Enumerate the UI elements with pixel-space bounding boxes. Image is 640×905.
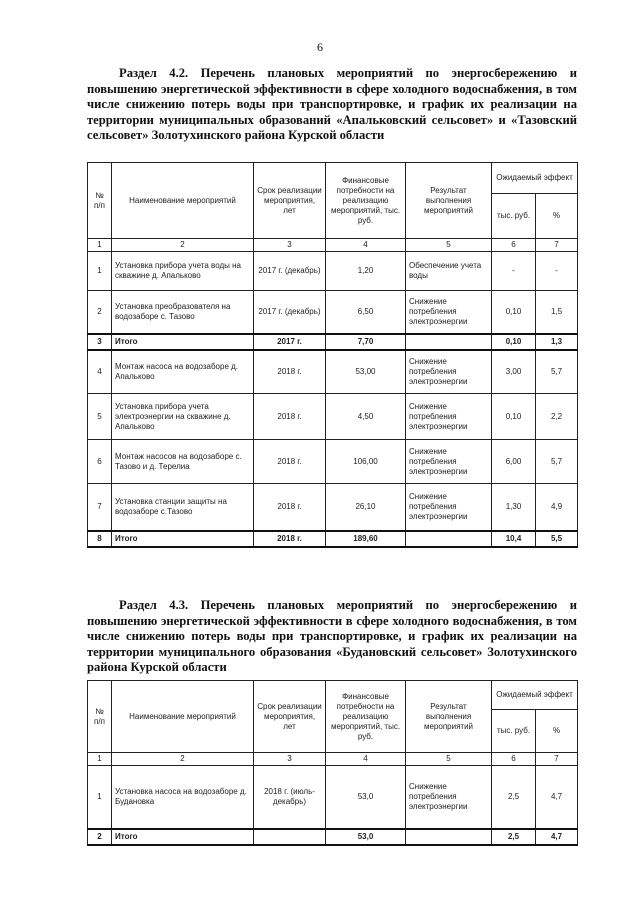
cell-effect-rub: 3,00: [492, 350, 536, 394]
cell-name: Монтаж насосов на водозаборе с. Тазово и д. Терелиа: [112, 440, 254, 484]
cell-term: 2017 г. (декабрь): [254, 291, 326, 335]
cell-result: Обеспечение учета воды: [406, 252, 492, 291]
header-num: № п/п: [88, 681, 112, 753]
section-heading-4-3: Раздел 4.3. Перечень плановых мероприятий по энергосбережению и повышению энергетической эффективности в сфере холодного водоснабжения, в том числе снижению потерь воды при транспортировке, и график их реализации на территории муниципального образования «Будановский сельсовет» Золотухинского района Курской области: [87, 598, 577, 674]
cell-finance: 53,0: [326, 766, 406, 830]
cell-name: Установка преобразователя на водозаборе с. Тазово: [112, 291, 254, 335]
column-number: 4: [326, 239, 406, 252]
cell-num: 6: [88, 440, 112, 484]
column-number-row: [88, 753, 578, 766]
cell-finance: 53,0: [326, 829, 406, 845]
cell-num: 3: [88, 334, 112, 350]
column-number: 7: [536, 753, 578, 766]
cell-term: [254, 829, 326, 845]
cell-name: Установка прибора учета электроэнергии на скважине д. Апальково: [112, 394, 254, 440]
column-number-row: [88, 239, 578, 252]
cell-name: Итого: [112, 829, 254, 845]
cell-name: Итого: [112, 334, 254, 350]
cell-num: 4: [88, 350, 112, 394]
cell-result: Снижение потребления электроэнергии: [406, 394, 492, 440]
column-number: 1: [88, 239, 112, 252]
table-row: [88, 484, 578, 532]
column-number: 6: [492, 753, 536, 766]
cell-num: 2: [88, 829, 112, 845]
header-finance: Финансовые потребности на реализацию мероприятий, тыс. руб.: [326, 681, 406, 753]
cell-name: Монтаж насоса на водозаборе д. Апальково: [112, 350, 254, 394]
total-row: [88, 531, 578, 547]
total-row: [88, 334, 578, 350]
plan-table-4-3: [87, 680, 578, 846]
cell-effect-rub: 0,10: [492, 394, 536, 440]
cell-effect-pct: 5,7: [536, 440, 578, 484]
cell-num: 5: [88, 394, 112, 440]
header-name: Наименование мероприятий: [112, 681, 254, 753]
cell-num: 1: [88, 766, 112, 830]
cell-effect-rub: 0,10: [492, 334, 536, 350]
cell-effect-rub: 10,4: [492, 531, 536, 547]
table-header-row: [88, 681, 578, 710]
cell-finance: 7,70: [326, 334, 406, 350]
table-row: [88, 440, 578, 484]
cell-effect-pct: 4,9: [536, 484, 578, 532]
header-result: Результат выполнения мероприятий: [406, 681, 492, 753]
cell-effect-pct: 5,5: [536, 531, 578, 547]
cell-finance: 1,20: [326, 252, 406, 291]
header-percent: %: [536, 194, 578, 239]
header-finance: Финансовые потребности на реализацию мероприятий, тыс. руб.: [326, 163, 406, 239]
table-row: [88, 252, 578, 291]
cell-finance: 26,10: [326, 484, 406, 532]
cell-finance: 106,00: [326, 440, 406, 484]
column-number: 5: [406, 753, 492, 766]
cell-result: Снижение потребления электроэнергии: [406, 440, 492, 484]
column-number: 7: [536, 239, 578, 252]
column-number: 3: [254, 239, 326, 252]
cell-effect-rub: 1,30: [492, 484, 536, 532]
total-row: [88, 829, 578, 845]
cell-result: [406, 334, 492, 350]
header-percent: %: [536, 710, 578, 753]
cell-name: Установка прибора учета воды на скважине д. Апальково: [112, 252, 254, 291]
cell-term: 2018 г. (июль-декабрь): [254, 766, 326, 830]
column-number: 2: [112, 239, 254, 252]
cell-finance: 6,50: [326, 291, 406, 335]
column-number: 2: [112, 753, 254, 766]
cell-result: Снижение потребления электроэнергии: [406, 350, 492, 394]
header-thousand-rub: тыс. руб.: [492, 194, 536, 239]
table-row: [88, 766, 578, 830]
cell-finance: 53,00: [326, 350, 406, 394]
cell-term: 2017 г.: [254, 334, 326, 350]
header-num: № п/п: [88, 163, 112, 239]
cell-term: 2018 г.: [254, 484, 326, 532]
table-row: [88, 350, 578, 394]
cell-result: Снижение потребления электроэнергии: [406, 766, 492, 830]
cell-effect-rub: -: [492, 252, 536, 291]
table-header-row: [88, 163, 578, 194]
cell-finance: 4,50: [326, 394, 406, 440]
cell-effect-pct: 1,3: [536, 334, 578, 350]
cell-num: 7: [88, 484, 112, 532]
column-number: 4: [326, 753, 406, 766]
header-term: Срок реализации мероприятия, лет: [254, 163, 326, 239]
cell-num: 1: [88, 252, 112, 291]
cell-name: Установка станции защиты на водозаборе с.Тазово: [112, 484, 254, 532]
column-number: 6: [492, 239, 536, 252]
cell-effect-pct: 4,7: [536, 766, 578, 830]
cell-num: 8: [88, 531, 112, 547]
cell-term: 2018 г.: [254, 350, 326, 394]
cell-name: Итого: [112, 531, 254, 547]
header-effect: Ожидаемый эффект: [492, 681, 578, 710]
header-result: Результат выполнения мероприятий: [406, 163, 492, 239]
cell-term: 2018 г.: [254, 531, 326, 547]
cell-effect-pct: -: [536, 252, 578, 291]
plan-table-4-2: [87, 162, 578, 548]
cell-name: Установка насоса на водозаборе д. Будановка: [112, 766, 254, 830]
cell-term: 2018 г.: [254, 440, 326, 484]
cell-effect-pct: 2,2: [536, 394, 578, 440]
cell-term: 2017 г. (декабрь): [254, 252, 326, 291]
cell-term: 2018 г.: [254, 394, 326, 440]
cell-effect-rub: 2,5: [492, 766, 536, 830]
header-thousand-rub: тыс. руб.: [492, 710, 536, 753]
table-row: [88, 394, 578, 440]
column-number: 3: [254, 753, 326, 766]
cell-effect-rub: 0,10: [492, 291, 536, 335]
section-heading-4-2: Раздел 4.2. Перечень плановых мероприятий по энергосбережению и повышению энергетической эффективности в сфере холодного водоснабжения, в том числе снижению потерь воды при транспортировке, и график их реализации на территории муниципальных образований «Апальковский сельсовет» и «Тазовский сельсовет» Золотухинского района Курской области: [87, 66, 577, 142]
cell-result: Снижение потребления электроэнергии: [406, 484, 492, 532]
header-term: Срок реализации мероприятия, лет: [254, 681, 326, 753]
cell-result: [406, 829, 492, 845]
cell-effect-pct: 4,7: [536, 829, 578, 845]
cell-effect-pct: 1,5: [536, 291, 578, 335]
cell-effect-rub: 2,5: [492, 829, 536, 845]
cell-result: Снижение потребления электроэнергии: [406, 291, 492, 335]
table-row: [88, 291, 578, 335]
cell-effect-rub: 6,00: [492, 440, 536, 484]
header-name: Наименование мероприятий: [112, 163, 254, 239]
cell-finance: 189,60: [326, 531, 406, 547]
column-number: 1: [88, 753, 112, 766]
page-number: 6: [317, 40, 323, 54]
cell-effect-pct: 5,7: [536, 350, 578, 394]
header-effect: Ожидаемый эффект: [492, 163, 578, 194]
cell-num: 2: [88, 291, 112, 335]
cell-result: [406, 531, 492, 547]
column-number: 5: [406, 239, 492, 252]
